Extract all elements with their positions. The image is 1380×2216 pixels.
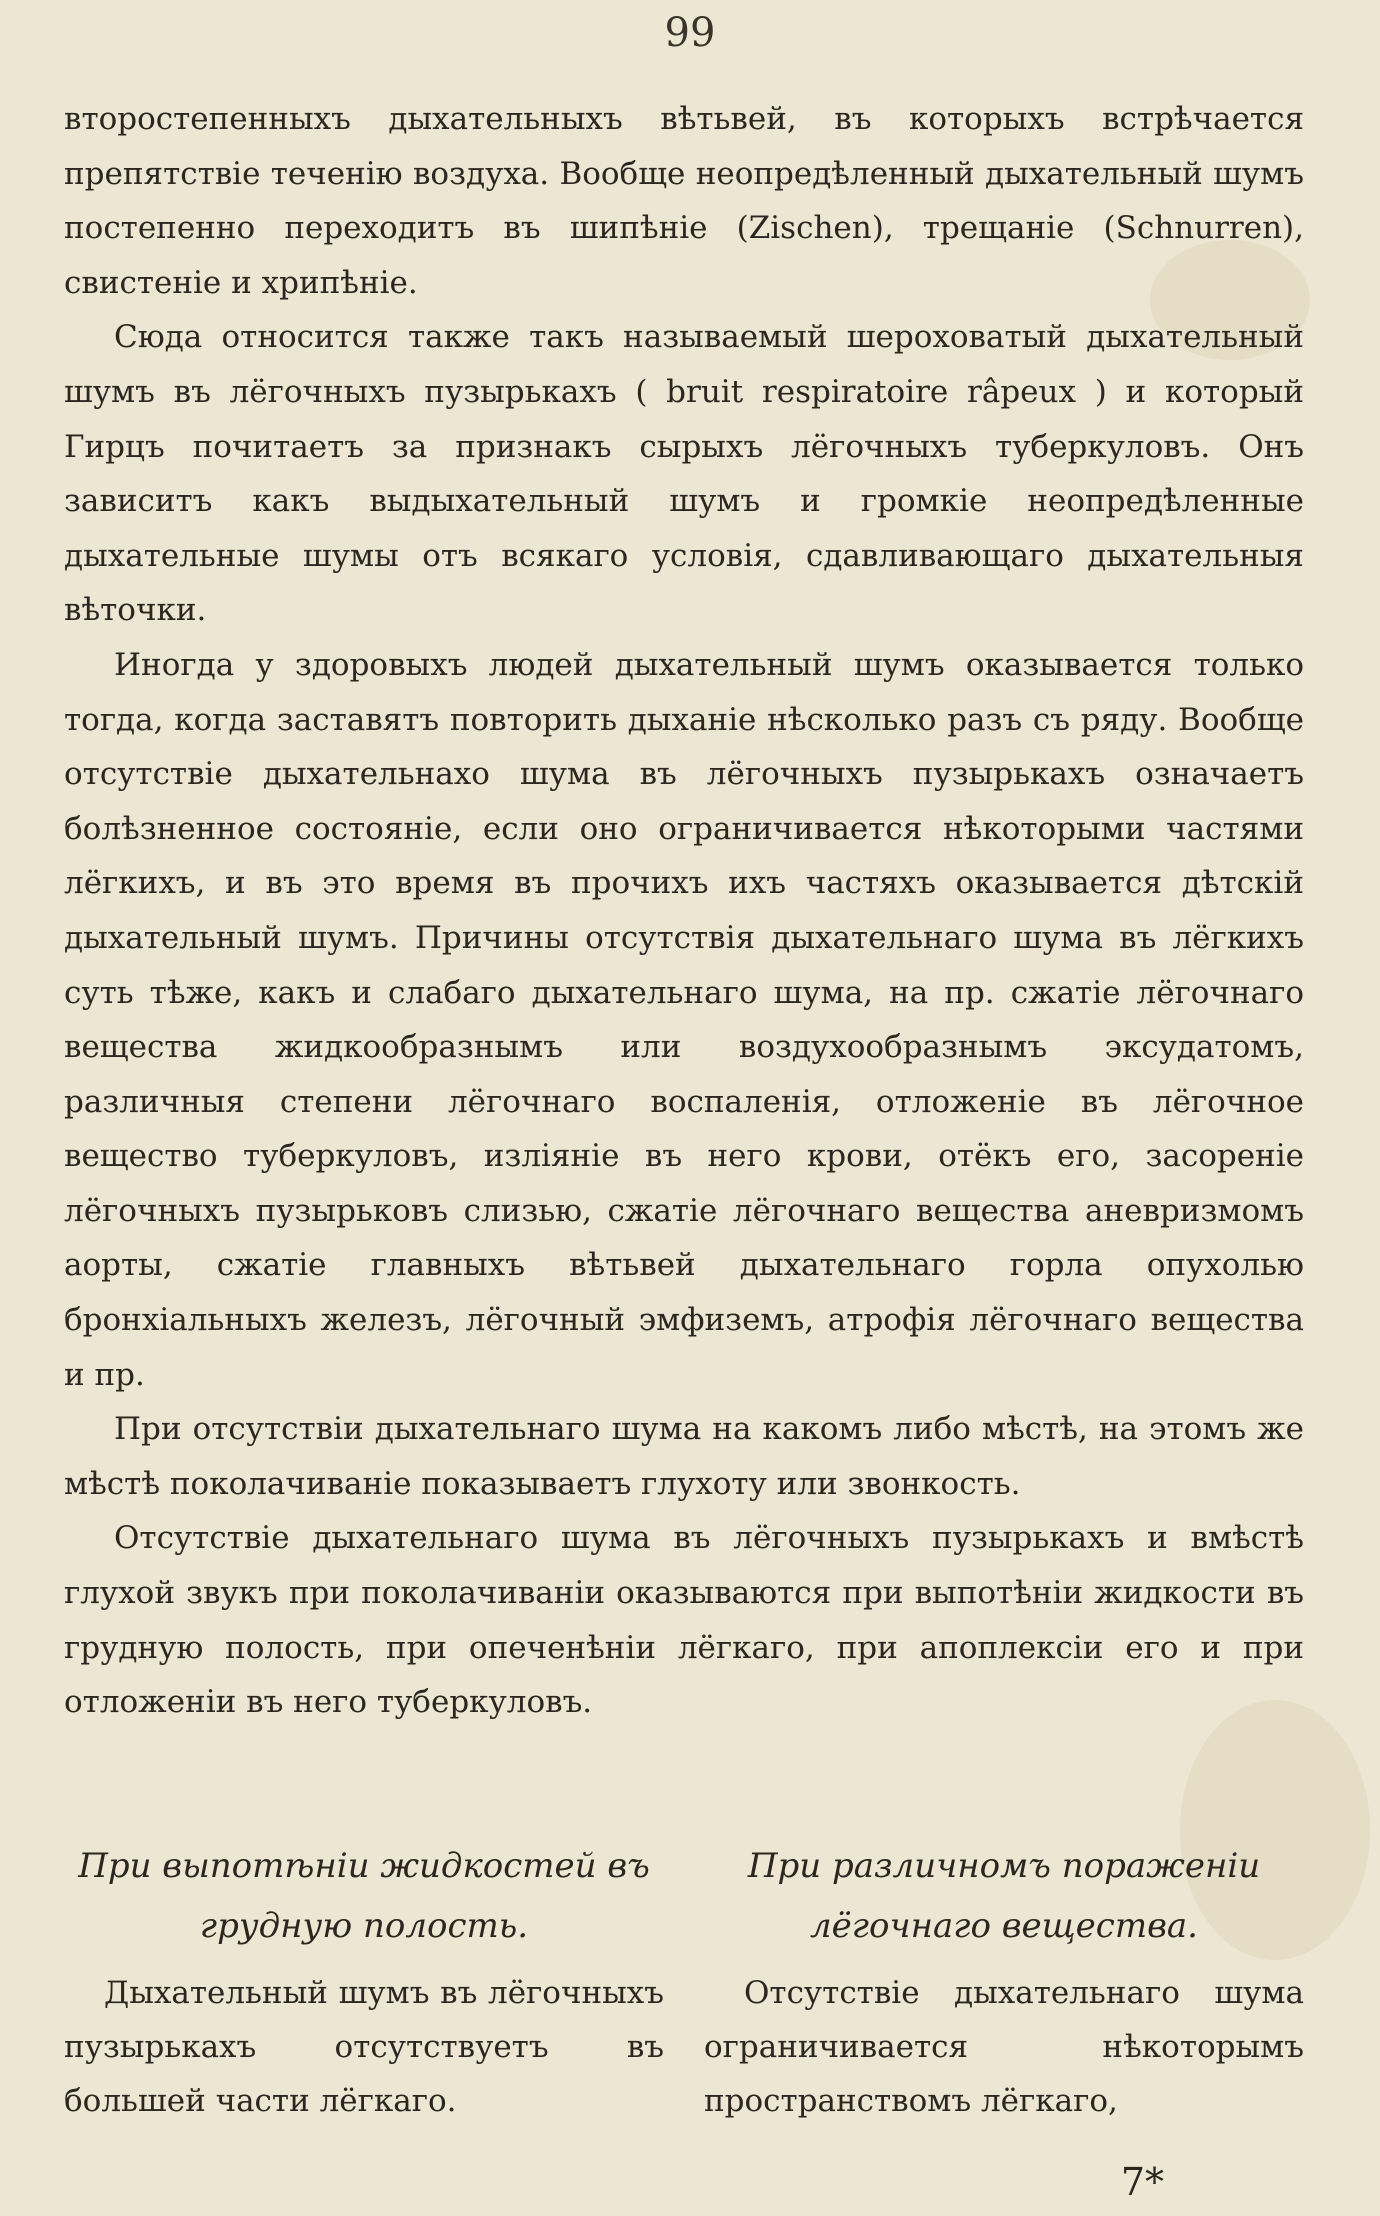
printer-signature-mark: 7* [1120,2160,1164,2204]
paragraph: Отсутствіе дыхательнаго шума въ лёгочныхъ пузырькахъ и вмѣстѣ глухой звукъ при поколачиваніи оказываются при выпотѣніи жидкости въ грудную полость, при опеченѣніи лёгкаго, при апоплексіи его и при отложеніи въ него туберкуловъ. [64,1520,1304,1721]
main-text [64,92,1304,1730]
left-column-heading: При выпотѣніи жидкостей въ грудную полость. [78,1846,650,1946]
right-column-heading: При различномъ пораженіи лёгочнаго вещества. [747,1846,1261,1946]
right-column-text: Отсутствіе дыхательнаго шума ограничивается нѣкоторымъ пространствомъ лёгкаго, [704,1975,1304,2119]
paragraph: второстепенныхъ дыхательныхъ вѣтьвей, въ которыхъ встрѣчается препятствіе теченію воздуха. Вообще неопредѣленный дыхательный шумъ постепенно переходитъ въ шипѣніе (Zischen), трещаніе (Schnurren), свистеніе и хрипѣніе. [64,101,1304,301]
page-number: 99 [664,10,716,56]
paragraph: Сюда относится также такъ называемый шероховатый дыхательный шумъ въ лёгочныхъ пузырькахъ ( bruit respiratoire râpeux ) и который Гирцъ почитаетъ за признакъ сырыхъ лёгочныхъ туберкуловъ. Онъ зависитъ какъ выдыхательный шумъ и громкіе неопредѣленные дыхательные шумы отъ всякаго условія, сдавливающаго дыхательныя вѣточки. [64,319,1304,629]
paragraph: Иногда у здоровыхъ людей дыхательный шумъ оказывается только тогда, когда заставятъ повторить дыханіе нѣсколько разъ съ ряду. Вообще отсутствіе дыхательнахо шума въ лёгочныхъ пузырькахъ означаетъ болѣзненное состояніе, если оно ограничивается нѣкоторыми частями лёгкихъ, и въ это время въ прочихъ ихъ частяхъ оказывается дѣтскій дыхательный шумъ. Причины отсутствія дыхательнаго шума въ лёгкихъ суть тѣже, какъ и слабаго дыхательнаго шума, на пр. сжатіе лёгочнаго вещества жидкообразнымъ или воздухообразнымъ эксудатомъ, различныя степени лёгочнаго воспаленія, отложеніе въ лёгочное вещество туберкуловъ, изліяніе въ него крови, отёкъ его, засореніе лёгочныхъ пузырьковъ слизью, сжатіе лёгочнаго вещества аневризмомъ аорты, сжатіе главныхъ вѣтьвей дыхательнаго горла опухолью бронхіальныхъ железъ, лёгочный эмфиземъ, атрофія лёгочнаго вещества и пр. [64,646,1304,1393]
left-column-text: Дыхательный шумъ въ лёгочныхъ пузырькахъ отсутствуетъ въ большей части лёгкаго. [64,1975,664,2119]
right-column [704,1836,1304,2128]
left-column [64,1836,664,2128]
paragraph: При отсутствіи дыхательнаго шума на какомъ либо мѣстѣ, на этомъ же мѣстѣ поколачиваніе показываетъ глухоту или звонкость. [64,1411,1304,1502]
two-column-section [64,1836,1304,2136]
